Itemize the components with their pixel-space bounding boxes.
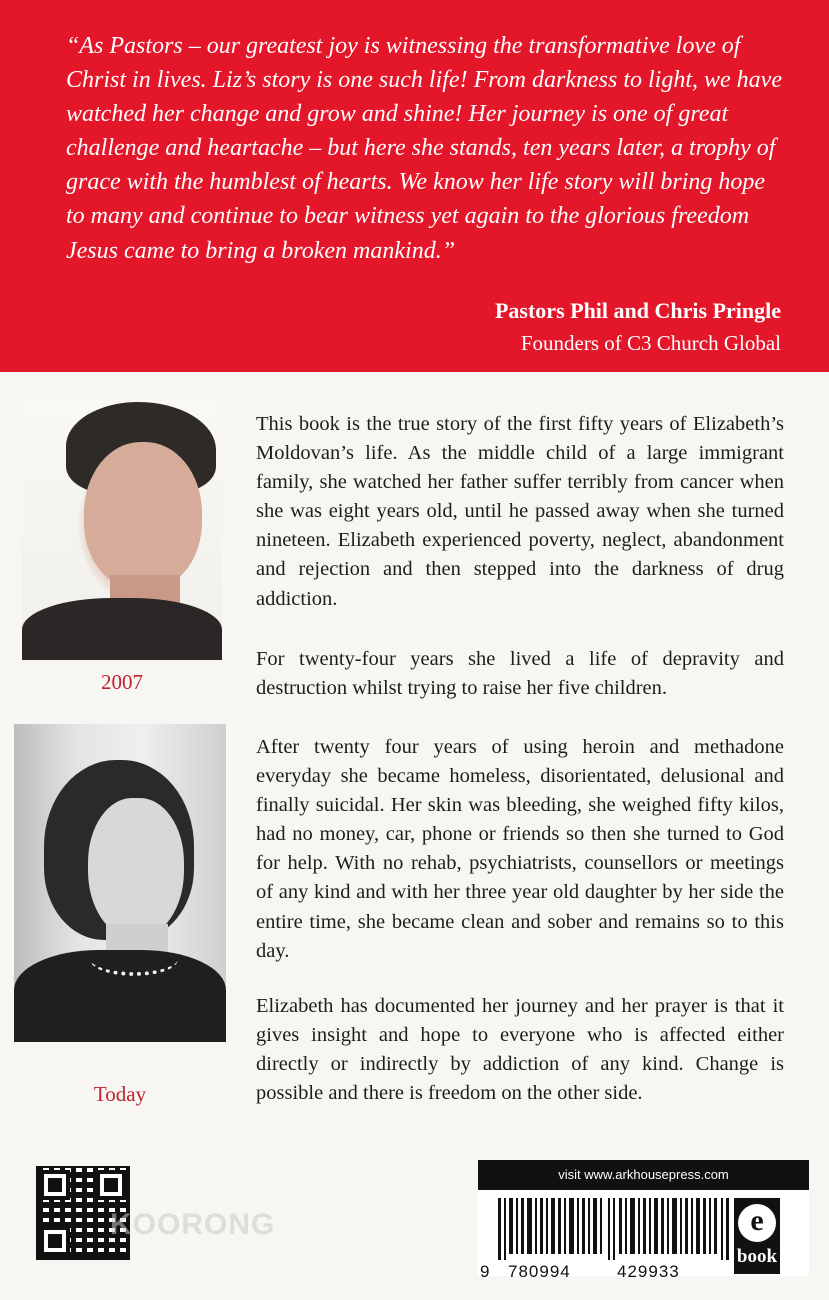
isbn-digits-group-2: 429933 xyxy=(617,1262,680,1281)
testimonial-author-title: Founders of C3 Church Global xyxy=(520,331,781,355)
author-photo-today xyxy=(14,724,226,1042)
testimonial-quote: “As Pastors – our greatest joy is witnessing the transformative love of Christ in lives. Liz’s story is one such life! From darkness to light, we have watched her change and grow and shine! Her journey is one of great challenge and heartache – but here she stands, ten years later, a trophy of grace with the humblest of hearts. We know her life story will bring hope to many and continue to bear witness yet again to the glorious freedom Jesus came to bring a broken mankind.” xyxy=(66,33,782,264)
qr-finder-pattern xyxy=(40,1170,70,1200)
retailer-watermark: KOORONG xyxy=(110,1208,276,1241)
blurb-paragraph: For twenty-four years she lived a life of depravity and destruction whilst trying to raise her five children. xyxy=(256,648,784,700)
photo-face xyxy=(88,798,184,938)
isbn-digits-group-1: 780994 xyxy=(508,1262,571,1281)
isbn-barcode xyxy=(498,1198,730,1260)
qr-finder-pattern xyxy=(40,1226,70,1256)
photo-face xyxy=(84,442,202,590)
barcode-panel xyxy=(478,1160,809,1276)
ebook-label: book xyxy=(736,1246,778,1267)
ebook-e-icon: e xyxy=(738,1204,776,1242)
blurb-paragraph: After twenty four years of using heroin and methadone everyday she became homeless, disorientated, delusional and finally suicidal. Her skin was bleeding, she weighed fifty kilos, had no money, car, phone or friends so then she turned to God for help. With no rehab, psychiatrists, counsellors or meetings of any kind and with her three year old daughter by her side the entire time, she became clean and sober and remains so to this day. xyxy=(256,736,784,962)
ebook-badge xyxy=(734,1198,780,1274)
testimonial-author: Pastors Phil and Chris Pringle xyxy=(494,298,781,323)
photo-clothing xyxy=(22,598,222,660)
isbn-digit-lead: 9 xyxy=(480,1262,491,1281)
photo-necklace xyxy=(90,942,178,976)
publisher-url: visit www.arkhousepress.com xyxy=(478,1160,809,1190)
testimonial-band xyxy=(0,0,829,372)
blurb-paragraph: This book is the true story of the first fifty years of Elizabeth’s Moldovan’s life. As the middle child of a large immigrant family, she watched her father suffer terribly from cancer when she was eight years old, until he passed away when she turned nineteen. Elizabeth experienced poverty, neglect, abandonment and rejection and then stepped into the darkness of drug addiction. xyxy=(256,413,784,610)
author-photo-2007 xyxy=(22,400,222,660)
photo-caption-2007: 2007 xyxy=(101,670,143,694)
blurb-paragraph: Elizabeth has documented her journey and her prayer is that it gives insight and hope to everyone who is affected either directly or indirectly by addiction of any kind. Change is possible and there is freedom on the other side. xyxy=(256,995,784,1105)
photo-caption-today: Today xyxy=(93,1082,147,1106)
qr-finder-pattern xyxy=(96,1170,126,1200)
